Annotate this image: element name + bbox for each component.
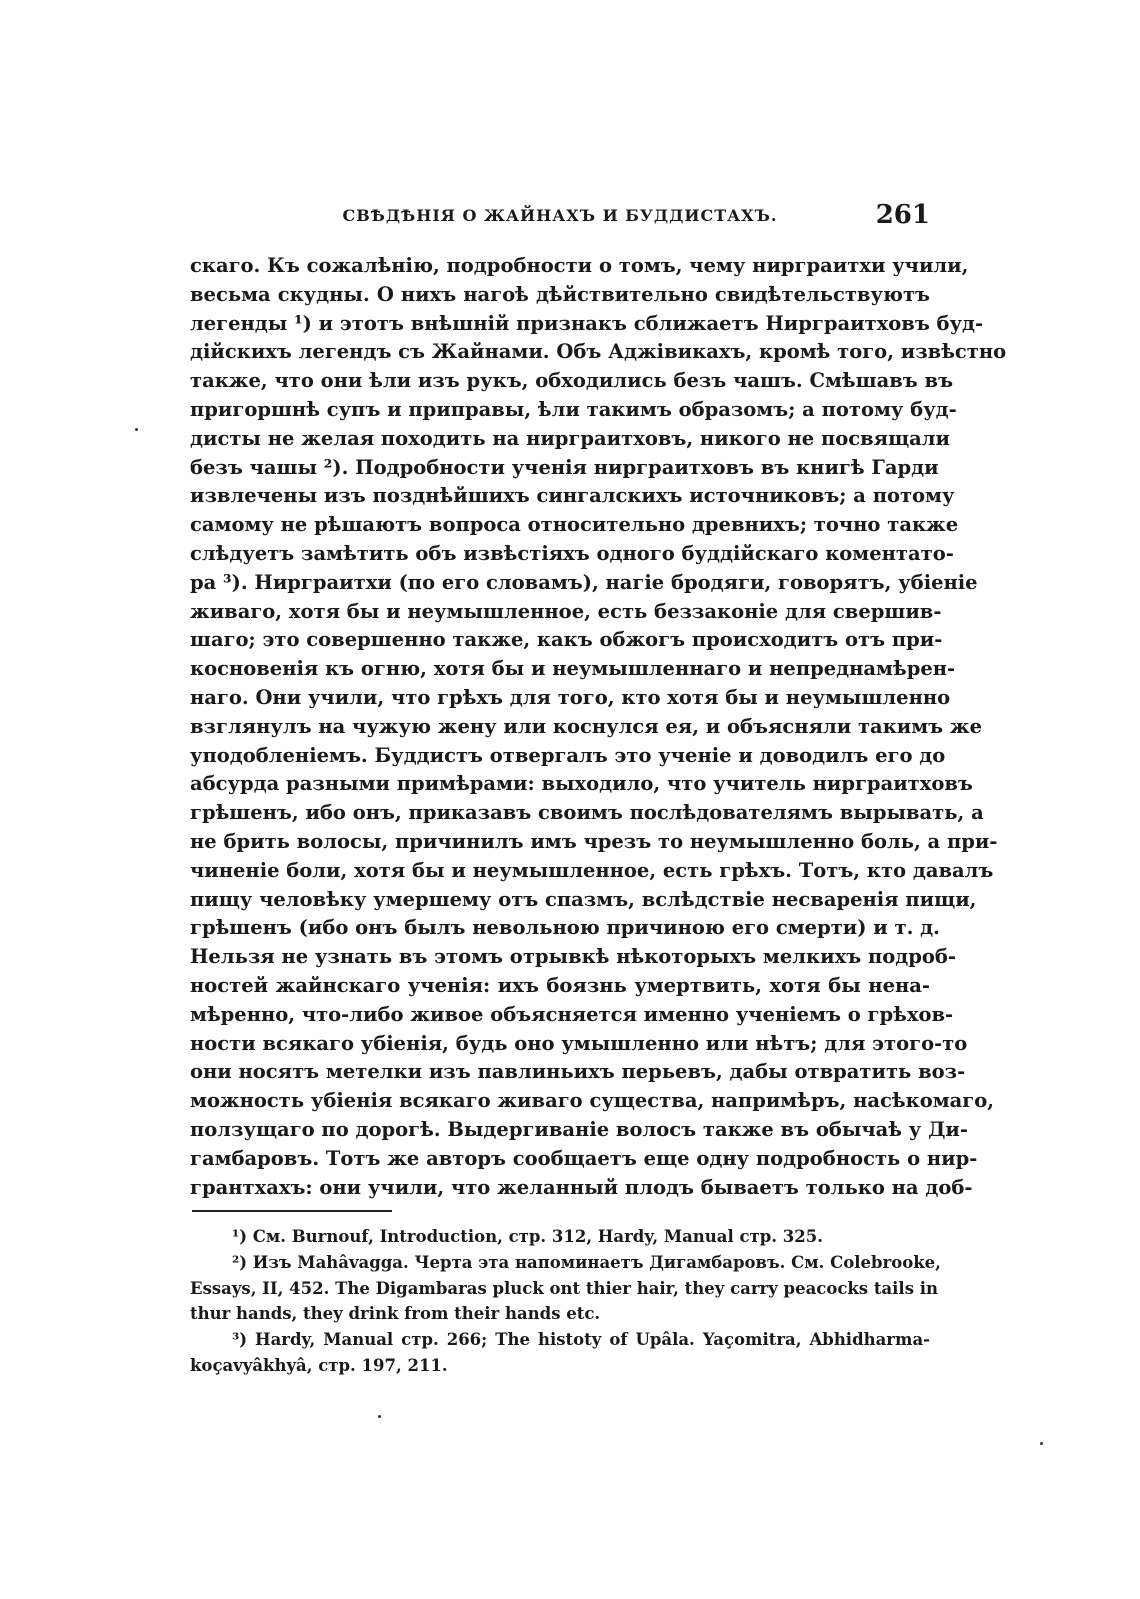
text-line: не брить волосы, причинилъ имъ чрезъ то неумышленно боль, а при-	[190, 829, 998, 853]
text-line: ползущаго по дорогѣ. Выдергиваніе волосъ также въ обычаѣ у Ди-	[190, 1117, 968, 1141]
page-number: 261	[875, 200, 930, 230]
text-line: также, что они ѣли изъ рукъ, обходились безъ чашъ. Смѣшавъ въ	[190, 369, 954, 393]
text-line: чиненіе боли, хотя бы и неумышленное, есть грѣхъ. Тотъ, кто давалъ	[190, 858, 994, 882]
text-line: наго. Они учили, что грѣхъ для того, кто хотя бы и неумышленно	[190, 685, 951, 709]
text-line: гамбаровъ. Тотъ же авторъ сообщаетъ еще одну подробность о нир-	[190, 1146, 978, 1170]
text-line: дійскихъ легендъ съ Жайнами. Объ Аджівикахъ, кромѣ того, извѣстно	[190, 340, 1007, 364]
footnote-line: Essays, II, 452. The Digambaras pluck ont thier hair, they carry peacocks tails in	[190, 1278, 938, 1298]
footnote-line: koçavyâkhyâ, стр. 197, 211.	[190, 1355, 448, 1375]
text-line: ности всякаго убіенія, будь оно умышленно или нѣтъ; для этого-то	[190, 1031, 968, 1055]
text-line: грѣшенъ, ибо онъ, приказавъ своимъ послѣдователямъ вырывать, а	[190, 801, 984, 825]
scan-speck	[378, 1415, 381, 1418]
footnotes	[190, 1224, 941, 1379]
text-line: самому не рѣшаютъ вопроса относительно древнихъ; точно также	[190, 513, 959, 537]
text-line: ра ³). Нирграитхи (по его словамъ), нагіе бродяги, говорятъ, убіеніе	[190, 570, 978, 594]
text-line: живаго, хотя бы и неумышленное, есть беззаконіе для свершив-	[190, 599, 942, 623]
text-line: пригоршнѣ супъ и приправы, ѣли такимъ образомъ; а потому буд-	[190, 397, 957, 421]
text-line: дисты не желая походить на нирграитховъ, никого не посвящали	[190, 426, 951, 450]
text-line: скаго. Къ сожалѣнію, подробности о томъ, чему нирграитхи учили,	[190, 254, 969, 277]
page-header	[190, 200, 930, 234]
text-line: извлечены изъ позднѣйшихъ сингалскихъ источниковъ; а потому	[190, 484, 955, 508]
text-line: грантхахъ: они учили, что желанный плодъ бываетъ только на доб-	[190, 1175, 973, 1199]
text-line: косновенія къ огню, хотя бы и неумышленнаго и непреднамѣрен-	[190, 657, 956, 681]
footnote-separator	[192, 1210, 392, 1212]
text-line: безъ чашы ²). Подробности ученія нирграитховъ въ книгѣ Гарди	[190, 455, 939, 479]
text-line: можность убіенія всякаго живаго существа, напримѣръ, насѣкомаго,	[190, 1089, 995, 1113]
footnote-line: ¹) См. Burnouf, Introduction, стр. 312, Hardy, Manual стр. 325.	[232, 1227, 823, 1246]
text-line: они носятъ метелки изъ павлиньихъ перьевъ, дабы отвратить воз-	[190, 1060, 966, 1084]
text-line: уподобленіемъ. Буддистъ отвергалъ это ученіе и доводилъ его до	[190, 743, 946, 767]
text-line: абсурда разными примѣрами: выходило, что учитель нирграитховъ	[190, 772, 973, 796]
text-line: слѣдуетъ замѣтить объ извѣстіяхъ одного буддійскаго коментато-	[190, 541, 954, 565]
running-title: СВѢДѢНІЯ О ЖАЙНАХЪ И БУДДИСТАХЪ.	[342, 206, 778, 225]
footnote-line: ³) Hardy, Manual стр. 266; The histoty of Upâla. Yaçomitra, Abhidharma-	[232, 1330, 930, 1350]
scan-speck	[1040, 1442, 1043, 1445]
scan-speck	[135, 428, 138, 431]
main-text	[190, 252, 1007, 1202]
text-line: ностей жайнскаго ученія: ихъ боязнь умертвить, хотя бы нена-	[190, 973, 930, 997]
footnote-line: thur hands, they drink from their hands etc.	[190, 1304, 601, 1324]
text-line: Нельзя не узнать въ этомъ отрывкѣ нѣкоторыхъ мелкихъ подроб-	[190, 945, 956, 969]
text-line: весьма скудны. О нихъ нагоѣ дѣйствительно свидѣтельствуютъ	[190, 282, 930, 306]
footnote-line: ²) Изъ Mahâvagga. Черта эта напоминаетъ Дигамбаровъ. См. Colebrooke,	[232, 1252, 941, 1272]
text-line: взглянулъ на чужую жену или коснулся ея, и объясняли такимъ же	[190, 714, 983, 738]
text-line: легенды ¹) и этотъ внѣшній признакъ сближаетъ Нирграитховъ буд-	[190, 311, 984, 335]
text-line: пищу человѣку умершему отъ спазмъ, вслѣдствіе несваренія пищи,	[190, 887, 977, 911]
text-line: грѣшенъ (ибо онъ былъ невольною причиною его смерти) и т. д.	[190, 916, 940, 940]
text-line: мѣренно, что-либо живое объясняется именно ученіемъ о грѣхов-	[190, 1002, 954, 1026]
text-line: шаго; это совершенно также, какъ обжогъ происходитъ отъ при-	[190, 628, 943, 652]
